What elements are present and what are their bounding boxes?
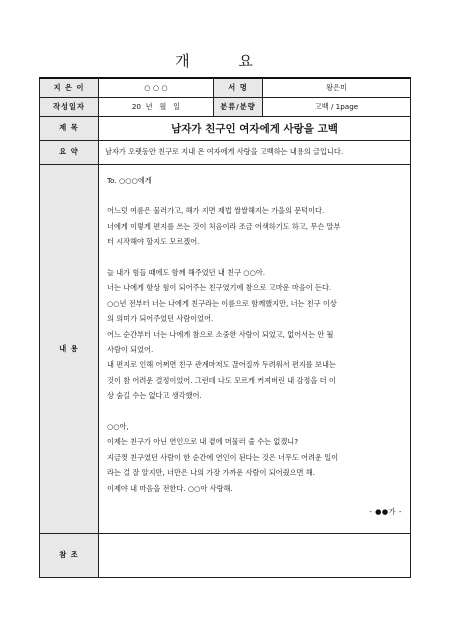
content-blank-line	[107, 250, 402, 265]
content-label: 내 용	[40, 164, 99, 533]
date-row	[40, 97, 411, 116]
content-body[interactable]	[99, 164, 411, 533]
content-lines	[107, 173, 402, 496]
subject-row	[40, 116, 411, 140]
content-line: To. ○○○에게	[107, 175, 152, 185]
reference-value[interactable]	[99, 533, 411, 577]
author-label: 지 은 이	[40, 78, 99, 97]
content-line: 어느덧 여름은 물러가고, 해가 지면 제법 쌀쌀해지는 가을의 문턱이다.	[107, 206, 325, 216]
content-line: 것이 참 어려운 결정이었어. 그런데 나도 모르게 커져버린 내 감정을 더 이	[107, 375, 336, 385]
category-value[interactable]: 고백 / 1page	[263, 97, 411, 116]
writer-label: 서 명	[214, 78, 263, 97]
content-line: 지금껏 친구였던 사람이 한 순간에 연인이 된다는 것은 너무도 어려운 일이	[107, 452, 339, 462]
summary-value[interactable]: 남자가 오랫동안 친구로 지내 온 여자에게 사랑을 고백하는 내용의 글입니다.	[99, 140, 411, 164]
content-blank-line	[107, 404, 402, 419]
writer-value[interactable]: 왕은미	[263, 78, 411, 97]
content-line: 내 편지로 인해 어쩌면 친구 관계마저도 끊어질까 두려워서 편지를 보내는	[107, 360, 336, 370]
content-line: 너는 나에게 항상 힘이 되어주는 친구였기에 참으로 고마운 마음이 든다.	[107, 283, 332, 293]
content-line: 상 숨길 수는 없다고 생각했어.	[107, 391, 202, 401]
category-label: 분류/분량	[214, 97, 263, 116]
content-line: 이제는 친구가 아닌 연인으로 내 곁에 머물러 줄 수는 없겠니?	[107, 437, 299, 447]
content-line: 라는 걸 잘 알지만, 너만은 나의 가장 가까운 사람이 되어줬으면 해.	[107, 468, 315, 478]
content-line: 어느 순간부터 너는 나에게 참으로 소중한 사람이 되었고, 없어서는 안 될	[107, 329, 334, 339]
reference-label: 참 조	[40, 533, 99, 577]
content-line: ○○아,	[107, 421, 129, 431]
content-line: 의 의미가 되어주었던 사람이었어.	[107, 314, 214, 324]
content-line: 터 시작해야 할지도 모르겠어.	[107, 237, 200, 247]
summary-row	[40, 140, 411, 164]
subject-label: 제 목	[40, 116, 99, 140]
document-title: 개 요	[175, 52, 275, 70]
content-line: 이제야 내 마음을 전한다. ○○아 사랑해.	[107, 483, 233, 493]
author-value[interactable]: ○ ○ ○	[99, 78, 214, 97]
date-value[interactable]: 20 년 월 일	[99, 97, 214, 116]
content-line: 늘 내가 힘들 때에도 함께 해주었던 내 친구 ○○아.	[107, 267, 266, 277]
signature: - ●●가 -	[369, 506, 402, 516]
content-line: ○○년 전부터 너는 나에게 친구라는 이름으로 함께했지만, 너는 친구 이상	[107, 298, 337, 308]
date-label: 작성일자	[40, 97, 99, 116]
outline-table	[39, 77, 411, 578]
content-row	[40, 164, 411, 533]
summary-label: 요 약	[40, 140, 99, 164]
content-blank-line	[107, 188, 402, 203]
content-line: 너에게 이렇게 편지를 쓰는 것이 처음이라 조금 어색하기도 하고, 무슨 말부	[107, 221, 341, 231]
content-line: 사람이 되었어.	[107, 344, 154, 354]
reference-row	[40, 533, 411, 577]
subject-value[interactable]: 남자가 친구인 여자에게 사랑을 고백	[99, 116, 411, 140]
author-row	[40, 78, 411, 97]
